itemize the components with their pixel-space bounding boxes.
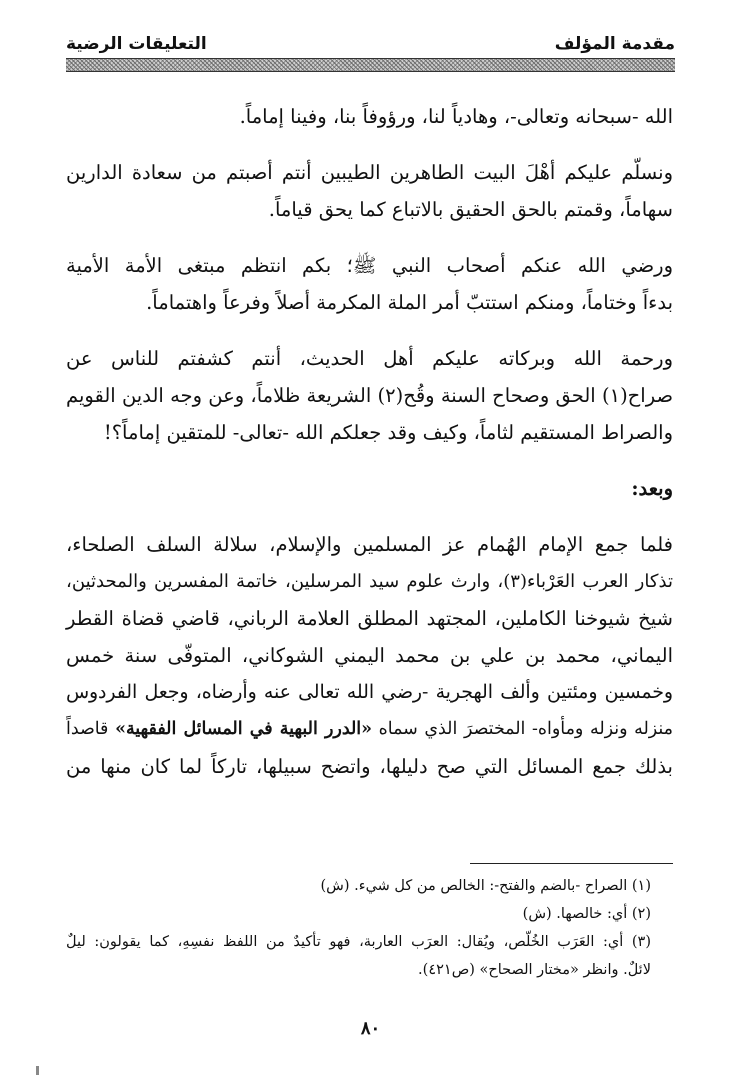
text-line: بدءاً وختاماً، ومنكم استتبّ أمر الملة المكرمة أصلاً وفرعاً واهتماماً. (146, 291, 673, 314)
main-text (66, 98, 673, 804)
footnote-1 (66, 872, 673, 900)
paragraph-4 (66, 340, 673, 451)
text-line: اليماني، محمد بن علي بن محمد اليمني الشوكاني، المتوفّى سنة خمس (66, 644, 673, 667)
text-line-with-title (66, 711, 673, 748)
text-line: ورضي الله عنكم أصحاب النبي ﷺ؛ بكم انتظم مبتغى الأمة الأمية (66, 254, 673, 277)
footnote-line: (٢) أي: خالصها. (ش) (522, 906, 651, 922)
footnote-line: (١) الصراح -بالضم والفتح-: الخالص من كل شيء. (ش) (320, 878, 651, 894)
text-line: والصراط المستقيم لثاماً، وكيف وقد جعلكم الله -تعالى- للمتقين إماماً؟! (103, 421, 673, 444)
header-chapter-title: مقدمة المؤلف (554, 34, 675, 54)
text-line: صراح(١) الحق وصحاح السنة وقُح(٢) الشريعة ظلاماً، وعن وجه الدين القويم (66, 384, 674, 407)
page-number: ٨٠ (360, 1018, 381, 1039)
text-fragment: قاصداً (66, 719, 116, 739)
footnote-2 (66, 900, 673, 928)
footnote-line: (٣) أي: العَرَب الخُلّص، ويُقال: العرَب العاربة، فهو تأكيدٌ من اللفظ نفسِهِ، كما يقولون: ليلٌ (66, 934, 651, 950)
text-line: ورحمة الله وبركاته عليكم أهل الحديث، أنتم كشفتم للناس عن (66, 347, 673, 370)
text-line: فلما جمع الإمام الهُمام عز المسلمين والإسلام، سلالة السلف الصلحاء، (66, 533, 673, 556)
text-line: ونسلّم عليكم أهْلَ البيت الطاهرين الطيبين أنتم أصبتم من سعادة الدارين (66, 161, 673, 184)
footnotes (66, 872, 673, 984)
footnote-separator (470, 863, 673, 864)
footnote-3 (66, 928, 673, 984)
paragraph-3 (66, 247, 673, 321)
paragraph-1 (66, 98, 673, 135)
paragraph-2 (66, 154, 673, 228)
text-line: بذلك جمع المسائل التي صح دليلها، واتضح سبيلها، تاركاً لما كان منها من (66, 755, 673, 778)
book-title-bold: «الدرر البهية في المسائل الفقهية» (115, 719, 372, 739)
text-line: الله -سبحانه وتعالى-، وهادياً لنا، ورؤوفاً بنا، وفينا إماماً. (239, 105, 673, 128)
text-line: وخمسين ومئتين وألف الهجرية -رضي الله تعالى عنه وأرضاه، وجعل الفردوس (66, 682, 673, 703)
header-hatched-rule (66, 58, 675, 72)
footnote-line: لائلٌ. وانظر «مختار الصحاح» (ص٤٢١). (418, 962, 651, 978)
section-heading: وبعد: (631, 477, 673, 500)
scan-speck (36, 1066, 39, 1075)
text-fragment: منزله ونزله ومأواه- المختصرَ الذي سماه (371, 719, 673, 739)
text-line: تذكار العرب العَرْباء(٣)، وارث علوم سيد المرسلين، خاتمة المفسرين والمحدثين، (66, 571, 673, 592)
text-line: شيخ شيوخنا الكاملين، المجتهد المطلق العلامة الرباني، قاضي قضاة القطر (66, 607, 673, 630)
text-line: سهاماً، وقمتم بالحق الحقيق بالاتباع كما يحق قياماً. (268, 198, 673, 221)
header-book-title: التعليقات الرضية (66, 34, 207, 54)
paragraph-5 (66, 526, 673, 785)
running-header (66, 28, 675, 54)
